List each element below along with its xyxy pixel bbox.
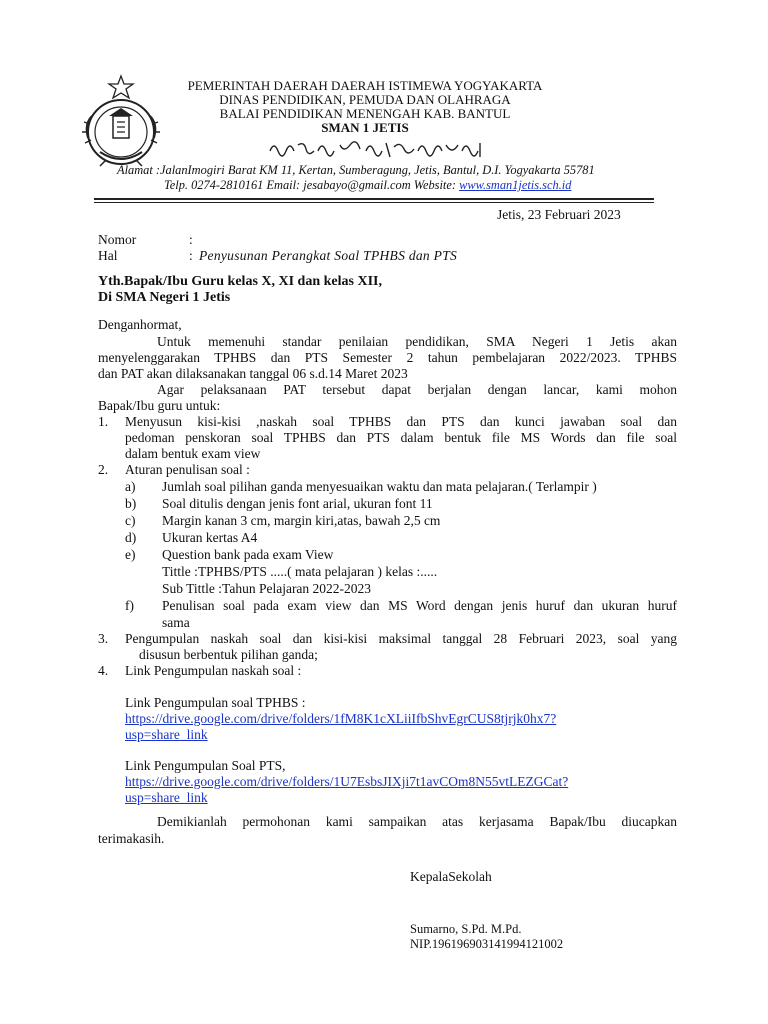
paragraph-1-line-2: menyelenggarakan TPHBS dan PTS Semester 2 tahun pembelajaran 2022/2023. TPHBS — [98, 350, 677, 365]
sub-item-a: Jumlah soal pilihan ganda menyesuaikan waktu dan mata pelajaran.( Terlampir ) — [162, 479, 597, 494]
letterhead-line-1: PEMERINTAH DAERAH DAERAH ISTIMEWA YOGYAKARTA — [187, 78, 543, 93]
sub-item-e-subtitle: Sub Tittle :Tahun Pelajaran 2022-2023 — [162, 581, 372, 596]
list-number-2: 2. — [98, 462, 109, 477]
item-3-line-2: disusun berbentuk pilihan ganda; — [139, 647, 318, 662]
sub-item-f-label: f) — [125, 598, 134, 613]
letterhead-divider-thick — [94, 198, 654, 200]
closing-line-1: Demikianlah permohonan kami sampaikan atas kerjasama Bapak/Ibu diucapkan — [157, 814, 677, 829]
item-1-line-3: dalam bentuk exam view — [125, 446, 261, 461]
sub-item-c: Margin kanan 3 cm, margin kiri,atas, bawah 2,5 cm — [162, 513, 441, 528]
website-link[interactable]: www.sman1jetis.sch.id — [459, 178, 572, 192]
list-number-4: 4. — [98, 663, 109, 678]
greeting: Denganhormat, — [98, 317, 182, 332]
addressee-line-2: Di SMA Negeri 1 Jetis — [98, 290, 231, 305]
paragraph-1-line-1: Untuk memenuhi standar penilaian pendidikan, SMA Negeri 1 Jetis akan — [157, 334, 677, 349]
signatory-name: Sumarno, S.Pd. M.Pd. — [410, 922, 522, 936]
sub-item-e-title: Tittle :TPHBS/PTS .....( mata pelajaran ) kelas :..... — [162, 564, 438, 579]
hal-subject: Penyusunan Perangkat Soal TPHBS dan PTS — [199, 248, 458, 263]
link-pts-url-line-1[interactable]: https://drive.google.com/drive/folders/1U7EsbsJIXji7t1avCOm8N55vtLEZGCat? — [125, 774, 569, 789]
letterhead-line-3: BALAI PENDIDIKAN MENENGAH KAB. BANTUL — [219, 106, 511, 121]
paragraph-2-line-1: Agar pelaksanaan PAT tersebut dapat berjalan dengan lancar, kami mohon — [157, 382, 677, 397]
item-1-line-2: pedoman penskoran soal TPHBS dan PTS dalam bentuk file MS Words dan file soal — [125, 430, 677, 445]
nomor-label: Nomor — [98, 232, 137, 247]
addressee-line-1: Yth.Bapak/Ibu Guru kelas X, XI dan kelas XII, — [98, 274, 382, 289]
link-pts-label: Link Pengumpulan Soal PTS, — [125, 758, 286, 773]
letterhead-line-2: DINAS PENDIDIKAN, PEMUDA DAN OLAHRAGA — [219, 92, 511, 107]
sub-item-b-label: b) — [125, 496, 137, 511]
signatory-title: KepalaSekolah — [410, 869, 492, 884]
item-1-line-1: Menyusun kisi-kisi ,naskah soal TPHBS dan PTS dan kunci jawaban soal dan — [125, 414, 677, 429]
hal-colon: : — [189, 248, 193, 263]
link-pts-url-line-2[interactable]: usp=share_link — [125, 790, 208, 805]
link-tphbs-url-line-2[interactable]: usp=share_link — [125, 727, 208, 742]
javanese-script-school-name — [268, 137, 488, 161]
sub-item-b: Soal ditulis dengan jenis font arial, ukuran font 11 — [162, 496, 433, 511]
paragraph-1-line-3: dan PAT akan dilaksanakan tanggal 06 s.d.14 Maret 2023 — [98, 366, 408, 381]
school-name: SMAN 1 JETIS — [321, 120, 409, 135]
sub-item-d-label: d) — [125, 530, 137, 545]
sub-item-e-label: e) — [125, 547, 136, 562]
closing-line-2: terimakasih. — [98, 831, 165, 846]
sub-item-e: Question bank pada exam View — [162, 547, 334, 562]
letterhead-divider-thin — [94, 202, 654, 203]
contact-text: Telp. 0274-2810161 Email: jesabayo@gmail.com Website: — [164, 178, 460, 192]
link-tphbs-label: Link Pengumpulan soal TPHBS : — [125, 695, 306, 710]
link-tphbs-url-line-1[interactable]: https://drive.google.com/drive/folders/1fM8K1cXLiiIfbShvEgrCUS8tjrjk0hx7? — [125, 711, 557, 726]
hal-label: Hal — [98, 248, 118, 263]
nomor-value: : — [189, 232, 193, 247]
letter-date: Jetis, 23 Februari 2023 — [497, 207, 621, 222]
paragraph-2-line-2: Bapak/Ibu guru untuk: — [98, 398, 221, 413]
contact-line — [164, 178, 571, 192]
list-number-1: 1. — [98, 414, 109, 429]
item-4-text: Link Pengumpulan naskah soal : — [125, 663, 302, 678]
sub-item-f-line-1: Penulisan soal pada exam view dan MS Word dengan jenis huruf dan ukuran huruf — [162, 598, 677, 613]
item-2-text: Aturan penulisan soal : — [125, 462, 250, 477]
school-address: Alamat :JalanImogiri Barat KM 11, Kertan, Sumberagung, Jetis, Bantul, D.I. Yogyakarta 55781 — [117, 163, 595, 177]
list-number-3: 3. — [98, 631, 109, 646]
sub-item-f-line-2: sama — [162, 615, 190, 630]
sub-item-d: Ukuran kertas A4 — [162, 530, 258, 545]
signatory-nip: NIP.196196903141994121002 — [410, 937, 564, 951]
sub-item-a-label: a) — [125, 479, 136, 494]
regional-emblem-logo — [76, 72, 166, 172]
item-3-line-1: Pengumpulan naskah soal dan kisi-kisi maksimal tanggal 28 Februari 2023, soal yang — [125, 631, 677, 646]
sub-item-c-label: c) — [125, 513, 136, 528]
